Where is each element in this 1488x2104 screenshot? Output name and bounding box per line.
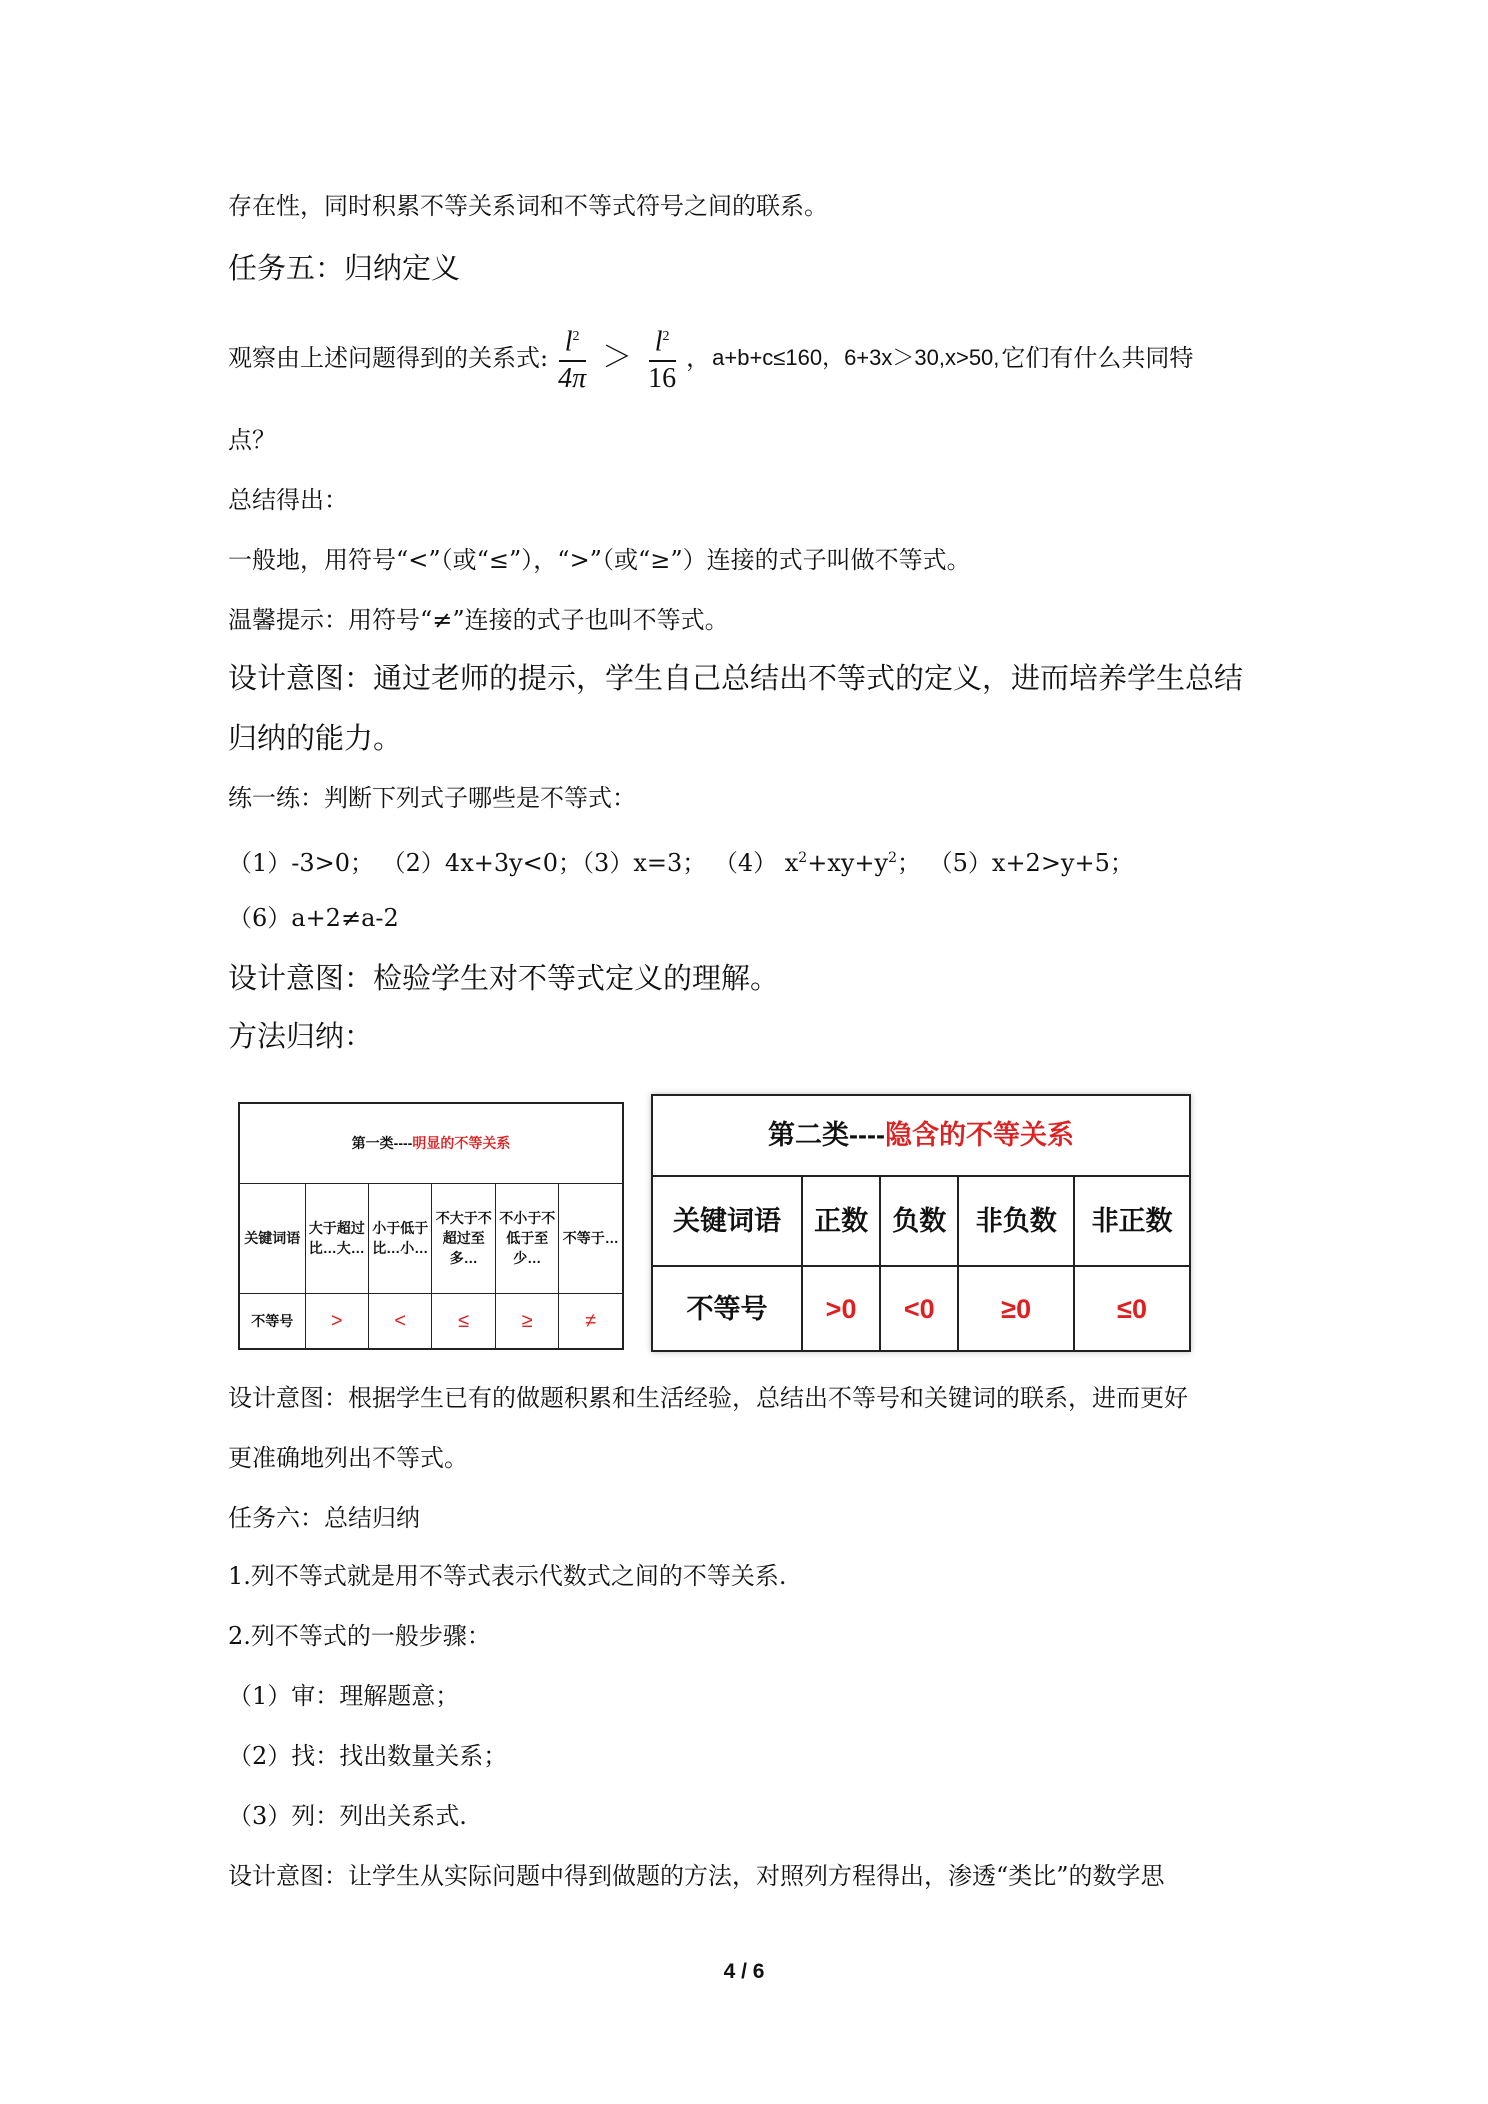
inequality-examples: a+b+c≤160，6+3x＞30,x>50, (712, 345, 1000, 370)
design-intent: 设计意图：检验学生对不等式定义的理解。 (228, 961, 780, 995)
fraction-denominator: 16 (648, 362, 677, 394)
question-text: 它们有什么共同特 (1001, 344, 1194, 372)
key-word-label: 关键词语 (652, 1176, 802, 1267)
section-heading: 任务六：总结归纳 (228, 1504, 420, 1532)
fraction-numerator: l (564, 326, 573, 358)
key-word-cell: 大于超过比…大… (305, 1183, 368, 1293)
table-title-prefix: 第二类---- (768, 1120, 885, 1151)
tip-line: 温馨提示：用符号“≠”连接的式子也叫不等式。 (228, 606, 729, 634)
exponent: 2 (662, 329, 670, 345)
table-title (652, 1095, 1190, 1176)
observation-line (228, 318, 1193, 398)
exponent: 2 (798, 850, 808, 866)
text-line: 总结得出： (228, 486, 348, 514)
exercise-items-part: （1）-3>0； （2）4x+3y<0；（3）x=3； （4） x (228, 849, 799, 877)
page-number: 4 / 6 (723, 1960, 765, 1983)
symbol-label: 不等号 (239, 1293, 305, 1349)
text-line: 点？ (228, 426, 276, 454)
greater-than-symbol: ＞ (602, 340, 633, 375)
key-word-label: 关键词语 (239, 1183, 305, 1293)
fraction-numerator: l (654, 326, 663, 358)
symbol-cell: <0 (880, 1266, 958, 1351)
table-title-highlight: 明显的不等关系 (412, 1135, 511, 1152)
design-intent: 设计意图：让学生从实际问题中得到做题的方法，对照列方程得出，渗透“类比”的数学思 (228, 1862, 1165, 1890)
design-intent: 设计意图：根据学生已有的做题积累和生活经验，总结出不等号和关键词的联系，进而更好 (228, 1384, 1188, 1412)
design-intent: 设计意图：通过老师的提示，学生自己总结出不等式的定义，进而培养学生总结 (228, 661, 1244, 695)
exercise-item-6: （6）a+2≠a-2 (228, 904, 399, 932)
step-item: （2）找：找出数量关系； (228, 1742, 508, 1770)
key-word-cell: 小于低于比…小… (369, 1183, 432, 1293)
exercise-heading: 练一练：判断下列式子哪些是不等式： (228, 784, 636, 812)
fraction-denominator: 4π (558, 362, 587, 394)
fraction-l2-over-4pi (552, 320, 592, 395)
table-title (239, 1103, 623, 1183)
definition-line: 一般地，用符号“<”（或“≤”），“>”（或“≥”）连接的式子叫做不等式。 (228, 546, 971, 574)
key-word-cell: 不等于… (559, 1183, 623, 1293)
implicit-inequality-table (651, 1094, 1191, 1352)
table-title-prefix: 第一类---- (351, 1135, 413, 1152)
table-title-highlight: 隐含的不等关系 (884, 1120, 1074, 1151)
observation-intro: 观察由上述问题得到的关系式: (228, 344, 549, 372)
explicit-inequality-table (238, 1102, 624, 1350)
symbol-cell: ≠ (559, 1293, 623, 1349)
method-heading: 方法归纳： (228, 1019, 374, 1053)
symbol-cell: >0 (802, 1266, 880, 1351)
key-word-cell: 非负数 (958, 1176, 1074, 1267)
symbol-cell: ≥ (495, 1293, 558, 1349)
symbol-cell: ≤0 (1074, 1266, 1190, 1351)
key-word-cell: 负数 (880, 1176, 958, 1267)
symbol-label: 不等号 (652, 1266, 802, 1351)
section-heading: 任务五：归纳定义 (228, 251, 461, 285)
summary-item: 2.列不等式的一般步骤： (228, 1622, 491, 1650)
exponent: 2 (888, 850, 898, 866)
symbol-cell: > (305, 1293, 368, 1349)
symbol-cell: ≥0 (958, 1266, 1074, 1351)
exercise-items-part: +xy+y (807, 849, 889, 877)
exercise-items (228, 842, 1134, 879)
design-intent-cont: 归纳的能力。 (228, 721, 403, 755)
key-word-cell: 不大于不超过至多… (432, 1183, 495, 1293)
key-word-cell: 非正数 (1074, 1176, 1190, 1267)
symbol-cell: ≤ (432, 1293, 495, 1349)
key-word-cell: 不小于不低于至少… (495, 1183, 558, 1293)
fraction-l2-over-16 (642, 320, 682, 395)
key-word-cell: 正数 (802, 1176, 880, 1267)
summary-item: 1.列不等式就是用不等式表示代数式之间的不等关系. (228, 1562, 787, 1590)
exercise-items-part: ； （5）x+2>y+5； (897, 849, 1134, 877)
comma: ， (686, 344, 711, 372)
step-item: （1）审：理解题意； (228, 1682, 460, 1710)
text-line: 存在性，同时积累不等关系词和不等式符号之间的联系。 (228, 192, 828, 220)
design-intent-cont: 更准确地列出不等式。 (228, 1444, 468, 1472)
step-item: （3）列：列出关系式. (228, 1802, 467, 1830)
exponent: 2 (572, 329, 580, 345)
symbol-cell: < (369, 1293, 432, 1349)
